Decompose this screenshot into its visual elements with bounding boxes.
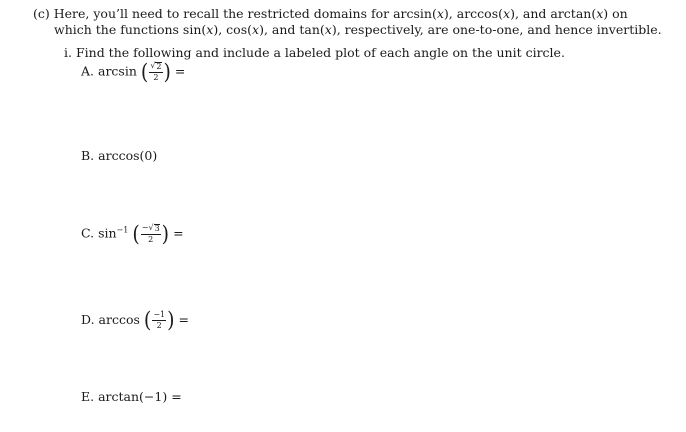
close-paren: ) xyxy=(163,58,171,85)
var-x: x xyxy=(324,22,332,37)
intro-text: which the functions sin( xyxy=(54,22,207,37)
denominator: 2 xyxy=(153,73,159,82)
var-x: x xyxy=(206,22,214,37)
item-d xyxy=(81,307,190,333)
subpart-text: Find the following and include a labeled plot of each angle on the unit circle. xyxy=(75,45,565,60)
denominator: 2 xyxy=(156,321,162,330)
numerator: −1 xyxy=(153,310,166,319)
close-paren: ) xyxy=(167,307,175,333)
item-label: A. xyxy=(81,63,95,79)
intro-text: Here, you’ll need to recall the restricted domains for arcsin( xyxy=(53,6,437,21)
part-label: (c) xyxy=(33,6,50,21)
function-name: sin xyxy=(98,225,117,241)
intro-line-1 xyxy=(33,6,628,21)
var-x: x xyxy=(503,6,511,21)
equals-sign: = xyxy=(174,63,186,79)
item-e xyxy=(81,389,182,404)
subpart-label: i. xyxy=(64,45,72,60)
open-paren: ( xyxy=(143,307,152,333)
intro-text: ) on xyxy=(603,6,628,21)
var-x: x xyxy=(252,22,260,37)
minus-sign: − xyxy=(141,223,149,232)
intro-text: ), and arctan( xyxy=(510,6,597,21)
radicand: 3 xyxy=(154,224,160,233)
fraction: − √ 3 2 xyxy=(141,223,160,244)
item-a xyxy=(81,58,186,85)
function-name: arcsin xyxy=(98,63,137,79)
var-x: x xyxy=(596,6,604,21)
intro-text: ), respectively, are one-to-one, and hence invertible. xyxy=(331,22,662,37)
intro-text: ), arccos( xyxy=(443,6,503,21)
item-c xyxy=(81,220,184,247)
open-paren: ( xyxy=(132,220,140,247)
equals-sign: = xyxy=(178,312,190,327)
expression: arctan(−1) = xyxy=(98,389,182,404)
intro-text: ), cos( xyxy=(213,22,252,37)
item-label: D. xyxy=(81,312,95,327)
function-name: arccos xyxy=(98,312,140,327)
item-label: E. xyxy=(81,389,95,404)
radicand: 2 xyxy=(156,62,162,71)
expression: arccos(0) xyxy=(98,148,158,163)
intro-line-2 xyxy=(54,22,662,37)
close-paren: ) xyxy=(161,220,170,247)
fraction xyxy=(152,311,166,330)
fraction: √ 2 2 xyxy=(150,61,162,82)
open-paren: ( xyxy=(140,58,149,85)
denominator: 2 xyxy=(148,235,154,244)
item-label: C. xyxy=(81,225,95,241)
item-b xyxy=(81,148,157,163)
inverse-superscript: −1 xyxy=(116,225,129,235)
item-label: B. xyxy=(81,148,95,163)
intro-text: ), and tan( xyxy=(259,22,325,37)
subpart-instruction xyxy=(64,45,565,60)
var-x: x xyxy=(436,6,444,21)
equals-sign: = xyxy=(173,225,184,241)
